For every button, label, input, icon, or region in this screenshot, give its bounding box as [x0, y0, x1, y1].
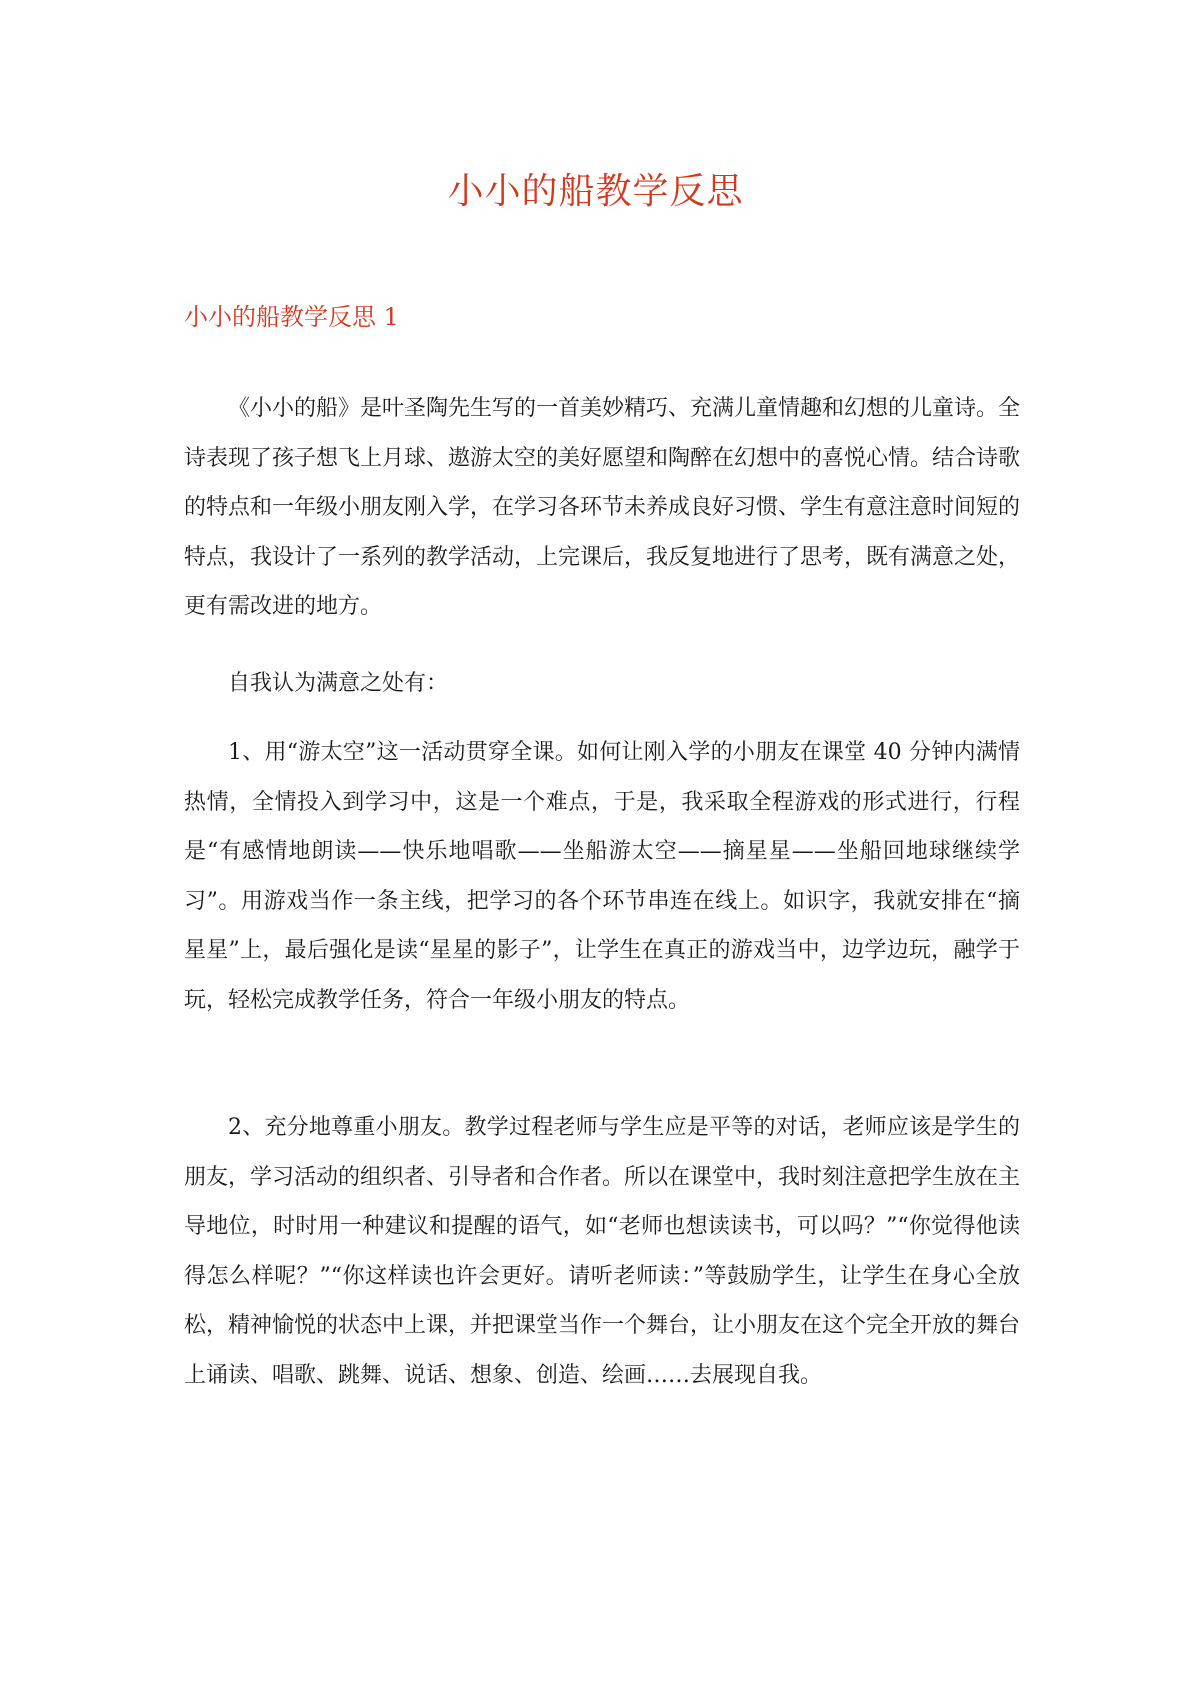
body-paragraph-satisfied-points: 自我认为满意之处有： [228, 671, 449, 696]
document-title: 小小的船教学反思 [447, 171, 744, 212]
body-paragraph-point-1: 1、用“游太空”这一活动贯穿全课。如何让刚入学的小朋友在课堂 40 分钟内满情热情，全情投入到学习中，这是一个难点，于是，我采取全程游戏的形式进行，行程是“有感情地朗读——快乐地唱歌——坐船游太空——摘星星——坐船回地球继续学习”。用游戏当作一条主线，把学习的各个环节串连在线上。如识字，我就安排在“摘星星”上，最后强化是读“星星的影子”，让学生在真正的游戏当中，边学边玩，融学于玩，轻松完成教学任务，符合一年级小朋友的特点。 [184, 740, 1020, 1013]
body-paragraph-point-2: 2、充分地尊重小朋友。教学过程老师与学生应是平等的对话，老师应该是学生的朋友，学习活动的组织者、引导者和合作者。所以在课堂中，我时刻注意把学生放在主导地位，时时用一种建议和提醒的语气，如“老师也想读读书，可以吗？”“你觉得他读得怎么样呢？”“你这样读也许会更好。请听老师读：”等鼓励学生，让学生在身心全放松，精神愉悦的状态中上课，并把课堂当作一个舞台，让小朋友在这个完全开放的舞台上诵读、唱歌、跳舞、说话、想象、创造、绘画……去展现自我。 [184, 1115, 1021, 1388]
body-paragraph-intro: 《小小的船》是叶圣陶先生写的一首美妙精巧、充满儿童情趣和幻想的儿童诗。全诗表现了孩子想飞上月球、遨游太空的美好愿望和陶醉在幻想中的喜悦心情。结合诗歌的特点和一年级小朋友刚入学，在学习各环节未养成良好习惯、学生有意注意时间短的特点，我设计了一系列的教学活动，上完课后，我反复地进行了思考，既有满意之处，更有需改进的地方。 [184, 396, 1021, 619]
section-heading: 小小的船教学反思 1 [184, 303, 399, 331]
